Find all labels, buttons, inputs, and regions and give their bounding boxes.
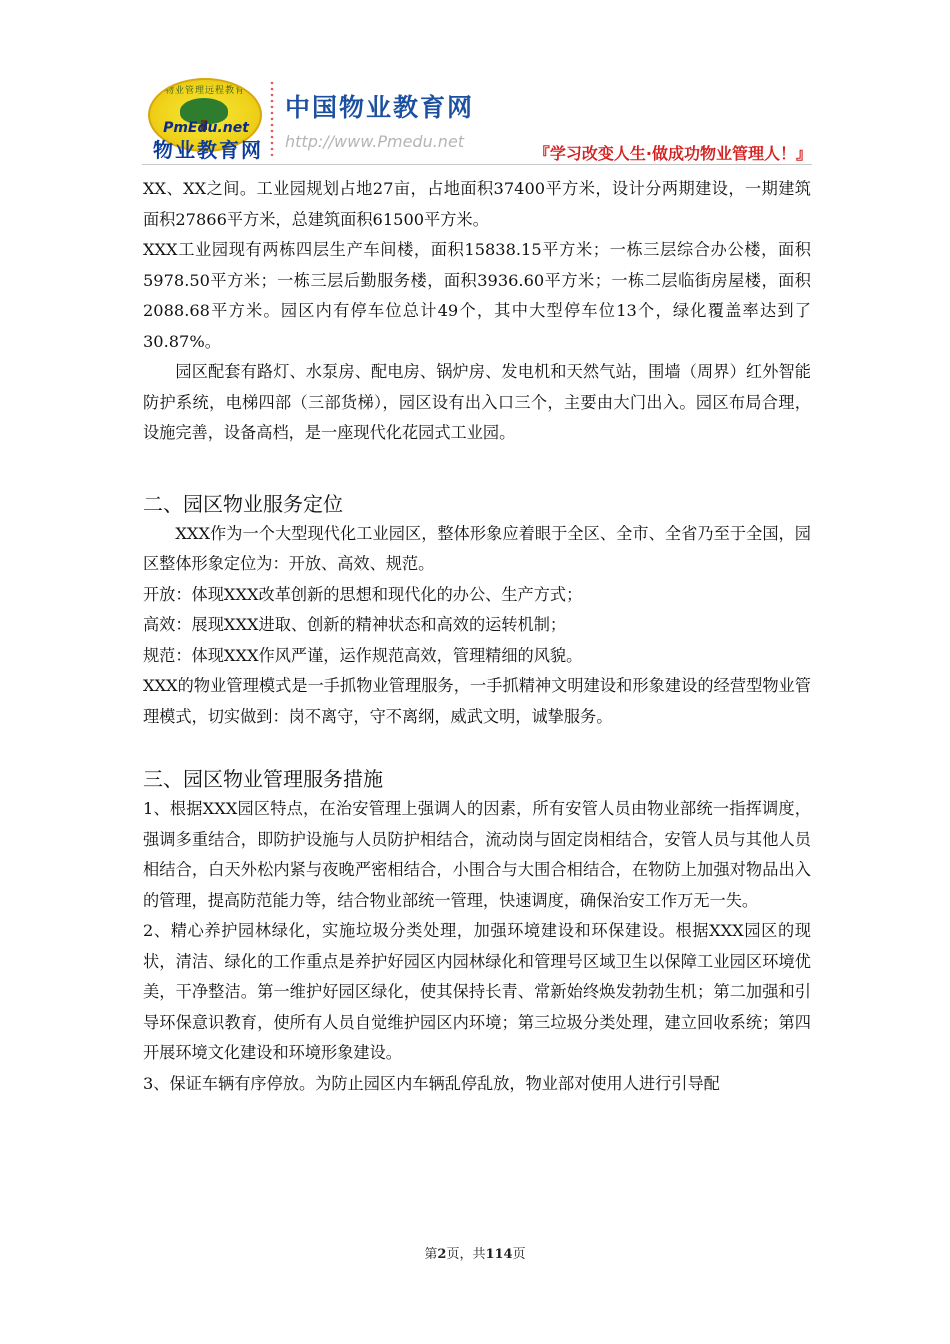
logo-ring-text: 物业管理远程教育 <box>164 86 245 96</box>
paragraph-open: 开放：体现XXX改革创新的思想和现代化的办公、生产方式； <box>143 584 583 604</box>
paragraph-measure-1: 1、根据XXX园区特点，在治安管理上强调人的因素，所有安管人员由物业部统一指挥调度，强调多重结合，即防护设施与人员防护相结合，流动岗与固定岗相结合，安管人员与其他人员相结合，白天外松内紧与夜晚严密相结合，小围合与大围合相结合，在物防上加强对物品出入的管理，提高防范能力等，结合物业部统一管理，快速调度，确保治安工作万无一失。 <box>143 799 811 910</box>
footer-suffix: 页 <box>512 1247 526 1262</box>
paragraph-facilities: 园区配套有路灯、水泵房、配电房、锅炉房、发电机和天然气站，围墙（周界）红外智能防护系统，电梯四部（三部货梯），园区设有出入口三个，主要由大门出入。园区布局合理，设施完善，设备高档，是一座现代化花园式工业园。 <box>143 362 811 442</box>
footer-mid: 页，共 <box>446 1247 486 1262</box>
section-heading-measures: 三、园区物业管理服务措施 <box>143 767 383 791</box>
site-url-link[interactable]: http://www.Pmedu.net <box>285 132 465 151</box>
page-footer <box>0 1243 950 1262</box>
paragraph-measure-2: 2、精心养护园林绿化，实施垃圾分类处理，加强环境建设和环保建设。根据XXX园区的现状，清洁、绿化的工作重点是养护好园区内园林绿化和管理号区域卫生以保障工业园区环境优美，干净整洁。第一维护好园区绿化，使其保持长青、常新始终焕发勃勃生机；第二加强和引导环保意识教育，使所有人员自觉维护园区内环境；第三垃圾分类处理，建立回收系统；第四开展环境文化建设和环境形象建设。 <box>143 921 811 1062</box>
site-name: 中国物业教育网 <box>285 93 475 122</box>
paragraph-site-area: XX、XX之间。工业园规划占地27亩，占地面积37400平方米，设计分两期建设，一期建筑面积27866平方米，总建筑面积61500平方米。 <box>143 179 811 229</box>
paragraph-efficient: 高效：展现XXX进取、创新的精神状态和高效的运转机制； <box>143 615 567 634</box>
page-number: 2 <box>437 1247 447 1262</box>
paragraph-measure-3: 3、保证车辆有序停放。为防止园区内车辆乱停乱放，物业部对使用人进行引导配 <box>143 1073 720 1093</box>
paragraph-positioning: XXX作为一个大型现代化工业园区，整体形象应着眼于全区、全市、全省乃至于全国，园区整体形象定位为：开放、高效、规范。 <box>143 523 811 573</box>
footer-prefix: 第 <box>424 1247 438 1262</box>
logo-brand: PmEdu.net <box>163 120 249 136</box>
document-body <box>143 174 811 1099</box>
slogan: 『学习改变人生·做成功物业管理人！』 <box>533 144 812 163</box>
page-total: 114 <box>485 1247 513 1262</box>
logo-cn-name: 物业教育网 <box>153 138 263 162</box>
page-header <box>0 0 950 170</box>
section-heading-positioning: 二、园区物业服务定位 <box>143 491 343 516</box>
dotted-divider <box>270 80 274 156</box>
paragraph-management-mode: XXX的物业管理模式是一手抓物业管理服务，一手抓精神文明建设和形象建设的经营型物业管理模式，切实做到：岗不离守，守不离纲，威武文明，诚挚服务。 <box>143 676 811 726</box>
paragraph-standard: 规范：体现XXX作风严谨，运作规范高效，管理精细的风貌。 <box>143 645 583 665</box>
paragraph-buildings: XXX工业园现有两栋四层生产车间楼，面积15838.15平方米；一栋三层综合办公楼，面积5978.50平方米；一栋三层后勤服务楼，面积3936.60平方米；一栋二层临街房屋楼，面积2088.68平方米。园区内有停车位总计49个，其中大型停车位13个，绿化覆盖率达到了30.87%。 <box>143 240 811 351</box>
header-rule <box>142 164 812 165</box>
